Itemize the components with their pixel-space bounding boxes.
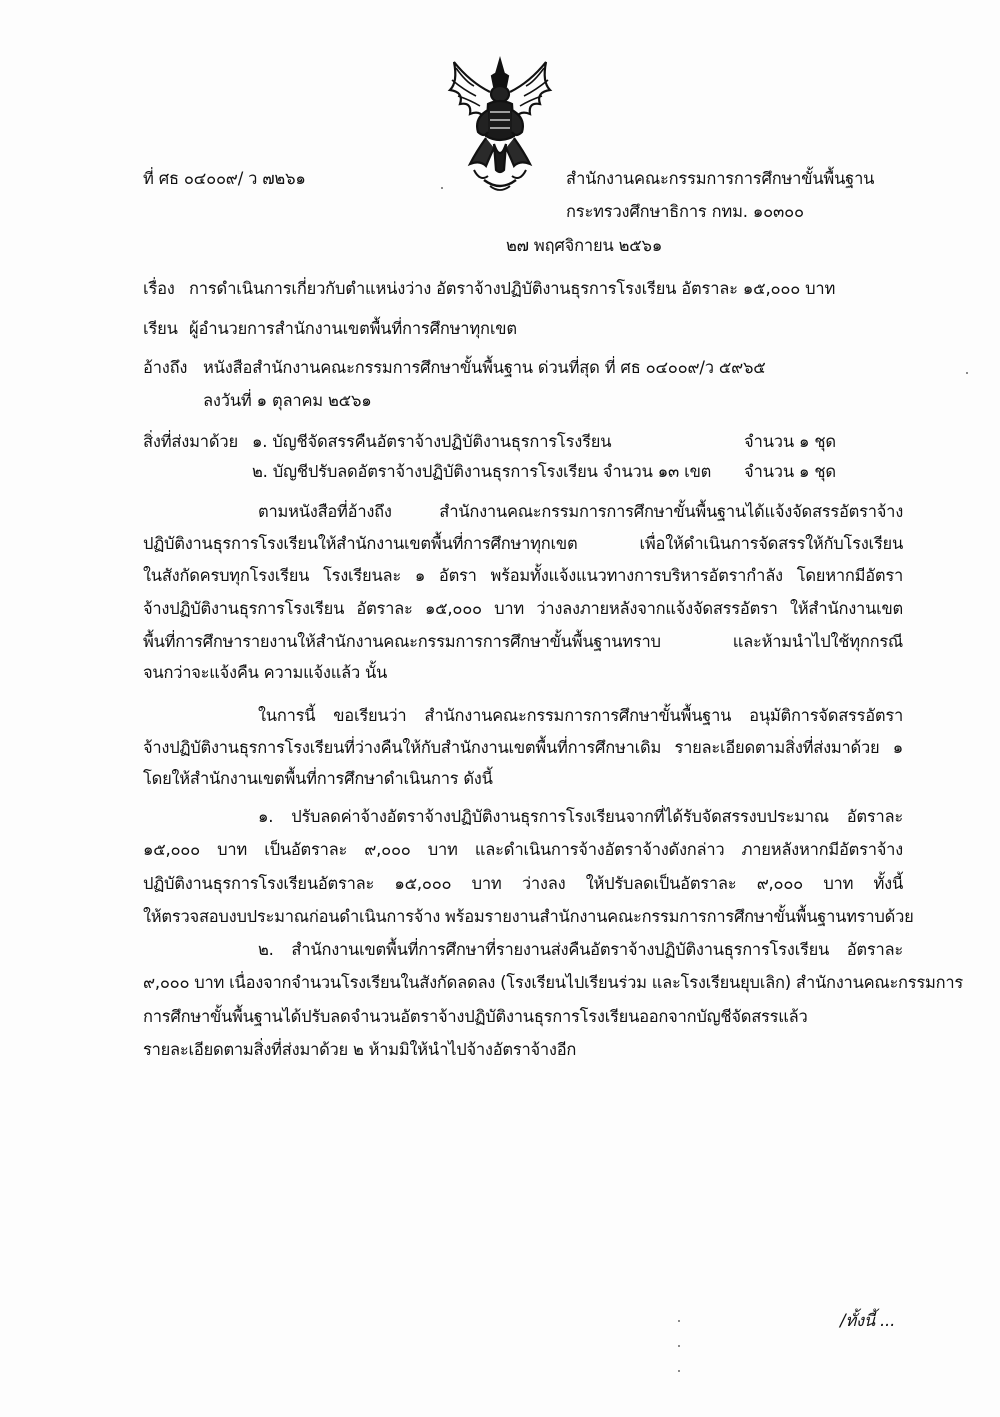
enclosure-item-1: ๑. บัญชีจัดสรรคืนอัตราจ้างปฏิบัติงานธุรการโรงรียน <box>252 432 612 451</box>
scan-speck <box>966 372 968 374</box>
reference-label: อ้างถึง <box>143 358 188 377</box>
item-1-line: ๑. ปรับลดค่าจ้างอัตราจ้างปฏิบัติงานธุรการโรงเรียนจากที่ได้รับจัดสรรงบประมาณ อัตราละ <box>258 807 903 826</box>
recipient-label: เรียน <box>143 319 178 338</box>
item-1-line: ให้ตรวจสอบงบประมาณก่อนดำเนินการจ้าง พร้อมรายงานสำนักงานคณะกรรมการการศึกษาขั้นพื้นฐานทราบด้วย <box>143 907 914 926</box>
enclosures-label: สิ่งที่ส่งมาด้วย <box>143 432 238 451</box>
paragraph-1-line: จ้างปฏิบัติงานธุรการโรงเรียน อัตราละ ๑๕,๐๐๐ บาท ว่างลงภายหลังจากแจ้งจัดสรรอัตรา ให้สำนักงานเขต <box>143 599 903 618</box>
scan-speck <box>678 1320 680 1322</box>
reference-line-1: หนังสือสำนักงานคณะกรรมการศึกษาขั้นพื้นฐาน ด่วนที่สุด ที่ ศธ ๐๔๐๐๙/ว ๕๙๖๕ <box>203 358 766 377</box>
continuation-marker: /ทั้งนี้ ... <box>840 1311 896 1330</box>
enclosure-qty-1: จำนวน ๑ ชุด <box>744 432 836 451</box>
item-1-line: ปฏิบัติงานธุรการโรงเรียนอัตราละ ๑๕,๐๐๐ บาท ว่างลง ให้ปรับลดเป็นอัตราละ ๙,๐๐๐ บาท ทั้งนี้ <box>143 874 903 893</box>
scan-speck <box>678 1370 680 1372</box>
enclosure-qty-2: จำนวน ๑ ชุด <box>744 462 836 481</box>
subject-text: การดำเนินการเกี่ยวกับตำแหน่งว่าง อัตราจ้างปฏิบัติงานธุรการโรงเรียน อัตราละ ๑๕,๐๐๐ บาท <box>189 279 836 298</box>
item-2-line: ๒. สำนักงานเขตพื้นที่การศึกษาที่รายงานส่งคืนอัตราจ้างปฏิบัติงานธุรการโรงเรียน อัตราละ <box>258 940 903 959</box>
paragraph-2-line: โดยให้สำนักงานเขตพื้นที่การศึกษาดำเนินการ ดังนี้ <box>143 769 493 788</box>
item-1-line: ๑๕,๐๐๐ บาท เป็นอัตราละ ๙,๐๐๐ บาท และดำเนินการจ้างอัตราจ้างดังกล่าว ภายหลังหากมีอัตราจ้าง <box>143 840 903 859</box>
paragraph-2-line: ในการนี้ ขอเรียนว่า สำนักงานคณะกรรมการการศึกษาขั้นพื้นฐาน อนุมัติการจัดสรรอัตรา <box>258 706 903 725</box>
recipient-text: ผู้อำนวยการสำนักงานเขตพื้นที่การศึกษาทุกเขต <box>189 319 517 338</box>
paragraph-2-line: จ้างปฏิบัติงานธุรการโรงเรียนที่ว่างคืนให้กับสำนักงานเขตพื้นที่การศึกษาเดิม รายละเอียดตามสิ่งที่ส่งมาด้วย ๑ <box>143 738 903 757</box>
paragraph-1-line: จนกว่าจะแจ้งคืน ความแจ้งแล้ว นั้น <box>143 663 388 682</box>
organization-address: กระทรวงศึกษาธิการ กทม. ๑๐๓๐๐ <box>566 202 804 221</box>
enclosure-item-2: ๒. บัญชีปรับลดอัตราจ้างปฏิบัติงานธุรการโรงเรียน จำนวน ๑๓ เขต <box>252 462 712 481</box>
reference-line-2: ลงวันที่ ๑ ตุลาคม ๒๕๖๑ <box>203 391 372 410</box>
scan-speck <box>678 1345 680 1347</box>
scan-speck <box>441 187 443 189</box>
item-2-line: การศึกษาขั้นพื้นฐานได้ปรับลดจำนวนอัตราจ้างปฏิบัติงานธุรการโรงเรียนออกจากบัญชีจัดสรรแล้ว <box>143 1007 808 1026</box>
document-date: ๒๗ พฤศจิกายน ๒๕๖๑ <box>506 236 663 255</box>
subject-label: เรื่อง <box>143 279 175 298</box>
paragraph-1-line: ในสังกัดครบทุกโรงเรียน โรงเรียนละ ๑ อัตรา พร้อมทั้งแจ้งแนวทางการบริหารอัตรากำลัง โดยหากมีอัตรา <box>143 566 903 585</box>
garuda-emblem-icon <box>440 52 560 202</box>
reference-number: ที่ ศธ ๐๔๐๐๙/ ว ๗๒๖๑ <box>143 169 306 188</box>
item-2-line: ๙,๐๐๐ บาท เนื่องจากจำนวนโรงเรียนในสังกัดลดลง (โรงเรียนไปเรียนร่วม และโรงเรียนยุบเลิก) สำนักงานคณะกรรมการ <box>143 973 964 992</box>
item-2-line: รายละเอียดตามสิ่งที่ส่งมาด้วย ๒ ห้ามมิให้นำไปจ้างอัตราจ้างอีก <box>143 1040 577 1059</box>
organization-name: สำนักงานคณะกรรมการการศึกษาขั้นพื้นฐาน <box>566 169 875 188</box>
paragraph-1-line: พื้นที่การศึกษารายงานให้สำนักงานคณะกรรมการการศึกษาขั้นพื้นฐานทราบ และห้ามนำไปใช้ทุกกรณี <box>143 632 903 651</box>
paragraph-1-line: ตามหนังสือที่อ้างถึง สำนักงานคณะกรรมการการศึกษาขั้นพื้นฐานได้แจ้งจัดสรรอัตราจ้าง <box>258 502 903 521</box>
paragraph-1-line: ปฏิบัติงานธุรการโรงเรียนให้สำนักงานเขตพื้นที่การศึกษาทุกเขต เพื่อให้ดำเนินการจัดสรรให้กับโรงเรียน <box>143 534 903 553</box>
